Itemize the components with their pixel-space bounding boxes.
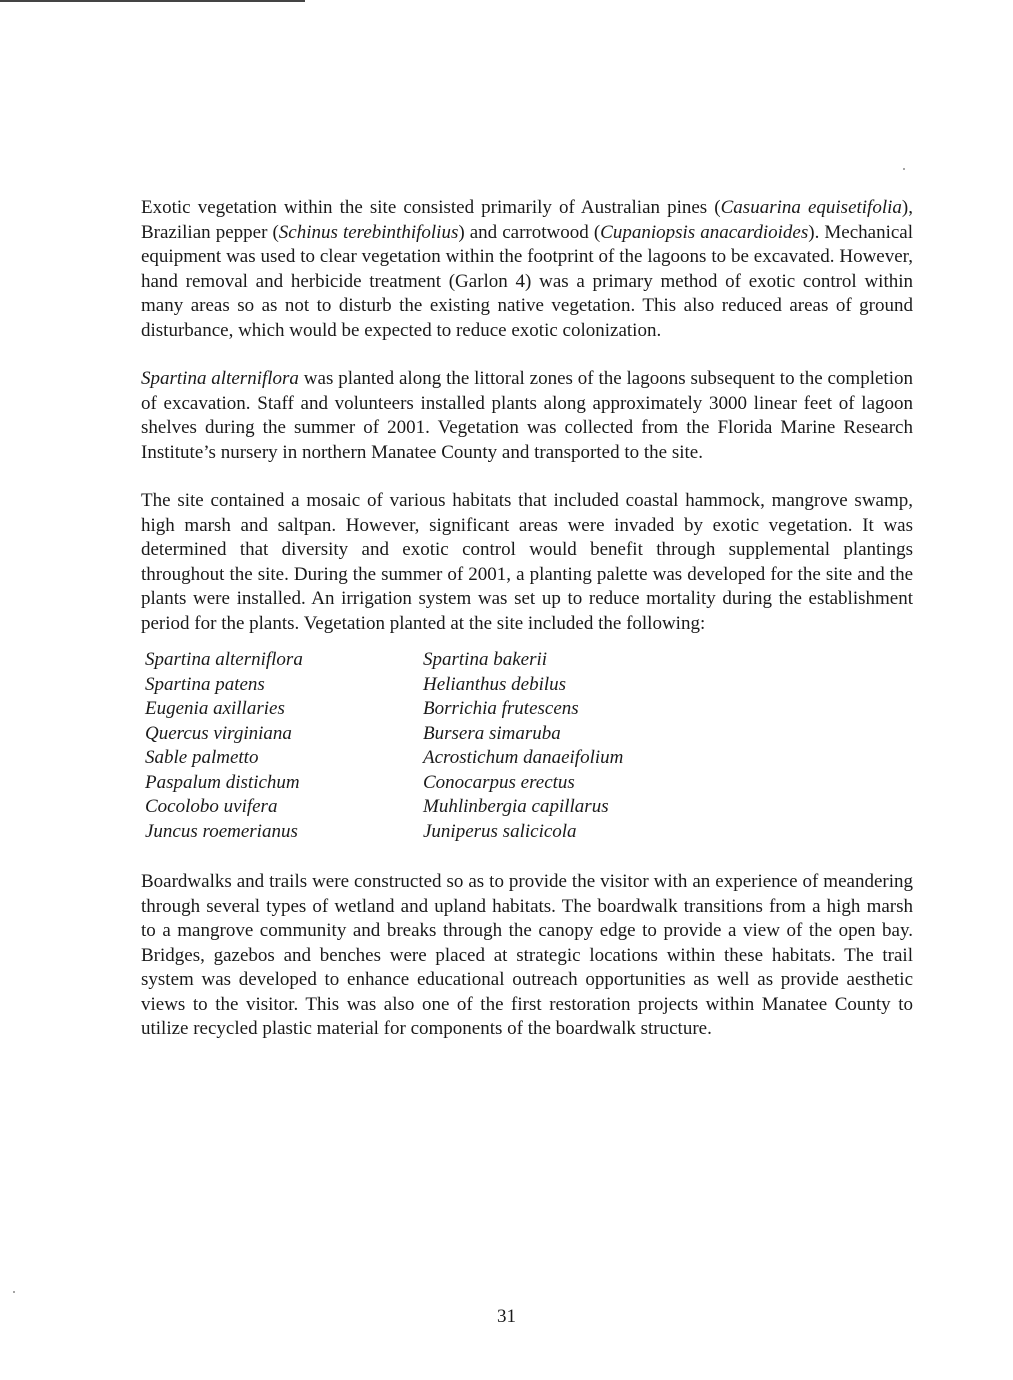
species-item: Borrichia frutescens <box>423 698 579 719</box>
paragraph-text: The site contained a mosaic of various habitats that included coastal hammock, mangrove swamp, high marsh and saltpan. However, significant areas were invaded by exotic vegetation. It was determined that diversity and exotic control would benefit through supplemental plantings throughout the site. During the summer of 2001, a planting palette was developed for the site and the plants were installed. An irrigation system was set up to reduce mortality during the establishment period for the plants. Vegetation planted at the site included the following: <box>141 490 913 634</box>
species-item: Sable palmetto <box>145 747 259 768</box>
species-item: Quercus virginiana <box>145 722 292 744</box>
species-name: Spartina alterniflora <box>141 368 299 389</box>
species-item: Muhlinbergia capillarus <box>423 796 609 817</box>
paragraph-text: ) and carrotwood ( <box>458 221 601 243</box>
species-item: Juncus roemerianus <box>145 820 298 842</box>
species-item: Paspalum distichum <box>145 771 300 793</box>
species-column-left <box>145 648 303 844</box>
species-column-right <box>423 648 623 844</box>
scan-top-rule <box>0 0 305 2</box>
species-item: Bursera simaruba <box>423 722 561 744</box>
paragraph-boardwalks: Boardwalks and trails were constructed so as to provide the visitor with an experience of meandering through several types of wetland and upland habitats. The boardwalk transitions from a high marsh to a mangrove community and breaks through the canopy edge to provide a view of the open bay. Bridges, gazebos and benches were placed at strategic locations within these habitats. The trail system was developed to enhance educational outreach opportunities as well as provide aesthetic views to the visitor. This was also one of the first restoration projects within Manatee County to utilize recycled plastic material for components of the boardwalk structure. <box>141 871 913 1039</box>
species-item: Conocarpus erectus <box>423 771 575 793</box>
species-item: Eugenia axillaries <box>145 698 285 719</box>
scan-speck-left <box>13 1291 15 1293</box>
paragraph-text: was planted along the littoral zones of the lagoons subsequent to the completion of excavation. Staff and volunteers installed plants along approximately 3000 linear feet of lagoon shelves during the summer of 2001. Vegetation was collected from the Florida Marine Research Institute’s nursery in northern Manatee County and transported to the site. <box>141 368 913 463</box>
page-number: 31 <box>497 1306 516 1327</box>
species-item: Spartina alterniflora <box>145 649 303 670</box>
paragraph-habitat-mosaic <box>141 489 913 636</box>
page-body <box>141 196 913 1066</box>
species-name: Schinus terebinthifolius <box>278 221 459 243</box>
species-item: Spartina bakerii <box>423 649 548 670</box>
species-item: Juniperus salicicola <box>423 820 577 842</box>
species-item: Helianthus debilus <box>423 673 567 695</box>
species-name: Casuarina equisetifolia <box>720 197 902 218</box>
paragraph-text: ), Brazilian pepper ( <box>141 197 913 243</box>
species-list <box>145 648 913 844</box>
species-item: Spartina patens <box>145 673 265 695</box>
scan-speck-right <box>903 168 905 170</box>
species-item: Cocolobo uvifera <box>145 796 278 817</box>
species-name: Cupaniopsis anacardioides <box>600 221 809 243</box>
paragraph-text: Exotic vegetation within the site consisted primarily of Australian pines ( <box>141 197 721 218</box>
paragraph-spartina-planting <box>141 367 913 465</box>
paragraph-exotic-vegetation <box>141 196 913 343</box>
species-item: Acrostichum danaeifolium <box>423 747 624 768</box>
paragraph-text: ). Mechanical equipment was used to clear vegetation within the footprint of the lagoons to be excavated. However, hand removal and herbicide treatment (Garlon 4) was a primary method of exotic control within many areas so as not to disturb the existing native vegetation. This also reduced areas of ground disturbance, which would be expected to reduce exotic colonization. <box>141 221 914 341</box>
